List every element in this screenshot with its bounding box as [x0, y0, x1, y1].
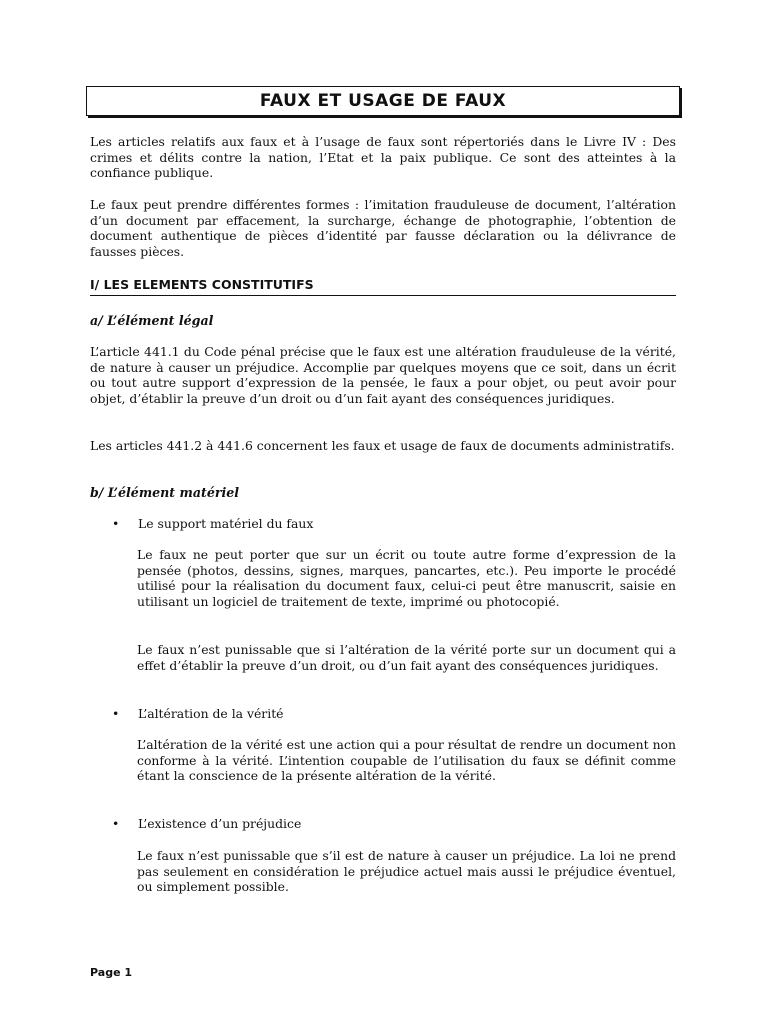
bullet-paragraph: Le faux ne peut porter que sur un écrit ou toute autre forme d’expression de la pensée (photos, dessins, signes, marques, pancartes, etc.). Peu importe le procédé utilisé pour la réalisation du document faux, celui-ci peut être manuscrit, saisie en utilisant un logiciel de traitement de texte, imprimé ou photocopié.: [137, 547, 676, 609]
bullet-item: [112, 516, 313, 532]
bullet-label: L’altération de la vérité: [138, 706, 284, 721]
bullet-paragraph: Le faux n’est punissable que si l’altération de la vérité porte sur un document qui a effet d’établir la preuve d’un droit, ou d’un fait ayant des conséquences juridiques.: [137, 642, 676, 673]
legal-paragraph-1: L’article 441.1 du Code pénal précise que le faux est une altération frauduleuse de la vérité, de nature à causer un préjudice. Accomplie par quelques moyens que ce soit, dans un écrit ou tout autre support d’expression de la pensée, le faux a pour objet, ou peut avoir pour objet, d’établir la preuve d’un droit ou d’un fait ayant des conséquences juridiques.: [90, 344, 676, 406]
section-heading: I/ LES ELEMENTS CONSTITUTIFS: [90, 277, 676, 296]
page-number: Page 1: [90, 966, 133, 979]
title-box: [86, 86, 680, 116]
bullet-item: [112, 706, 284, 722]
bullet-icon: •: [112, 816, 120, 831]
intro-paragraph-2: Le faux peut prendre différentes formes : l’imitation frauduleuse de document, l’altération d’un document par effacement, la surcharge, échange de photographie, l’obtention de document authentique de pièces d’identité par fausse déclaration ou la délivrance de fausses pièces.: [90, 197, 676, 259]
page-title: FAUX ET USAGE DE FAUX: [259, 91, 507, 111]
bullet-label: L’existence d’un préjudice: [138, 816, 302, 831]
bullet-paragraph: L’altération de la vérité est une action qui a pour résultat de rendre un document non conforme à la vérité. L’intention coupable de l’utilisation du faux se définit comme étant la conscience de la présente altération de la vérité.: [137, 737, 676, 784]
bullet-paragraph: Le faux n’est punissable que s’il est de nature à causer un préjudice. La loi ne prend pas seulement en considération le préjudice actuel mais aussi le préjudice éventuel, ou simplement possible.: [137, 848, 676, 895]
legal-paragraph-2: Les articles 441.2 à 441.6 concernent les faux et usage de faux de documents administratifs.: [90, 438, 675, 453]
subsection-heading-material: b/ L’élément matériel: [90, 485, 240, 500]
subsection-heading-legal: a/ L’élément légal: [90, 313, 214, 328]
intro-paragraph-1: Les articles relatifs aux faux et à l’usage de faux sont répertoriés dans le Livre IV : Des crimes et délits contre la nation, l’Etat et la paix publique. Ce sont des atteintes à la confiance publique.: [90, 134, 676, 181]
bullet-label: Le support matériel du faux: [138, 516, 314, 531]
bullet-item: [112, 816, 301, 832]
bullet-icon: •: [112, 706, 120, 721]
bullet-icon: •: [112, 516, 120, 531]
